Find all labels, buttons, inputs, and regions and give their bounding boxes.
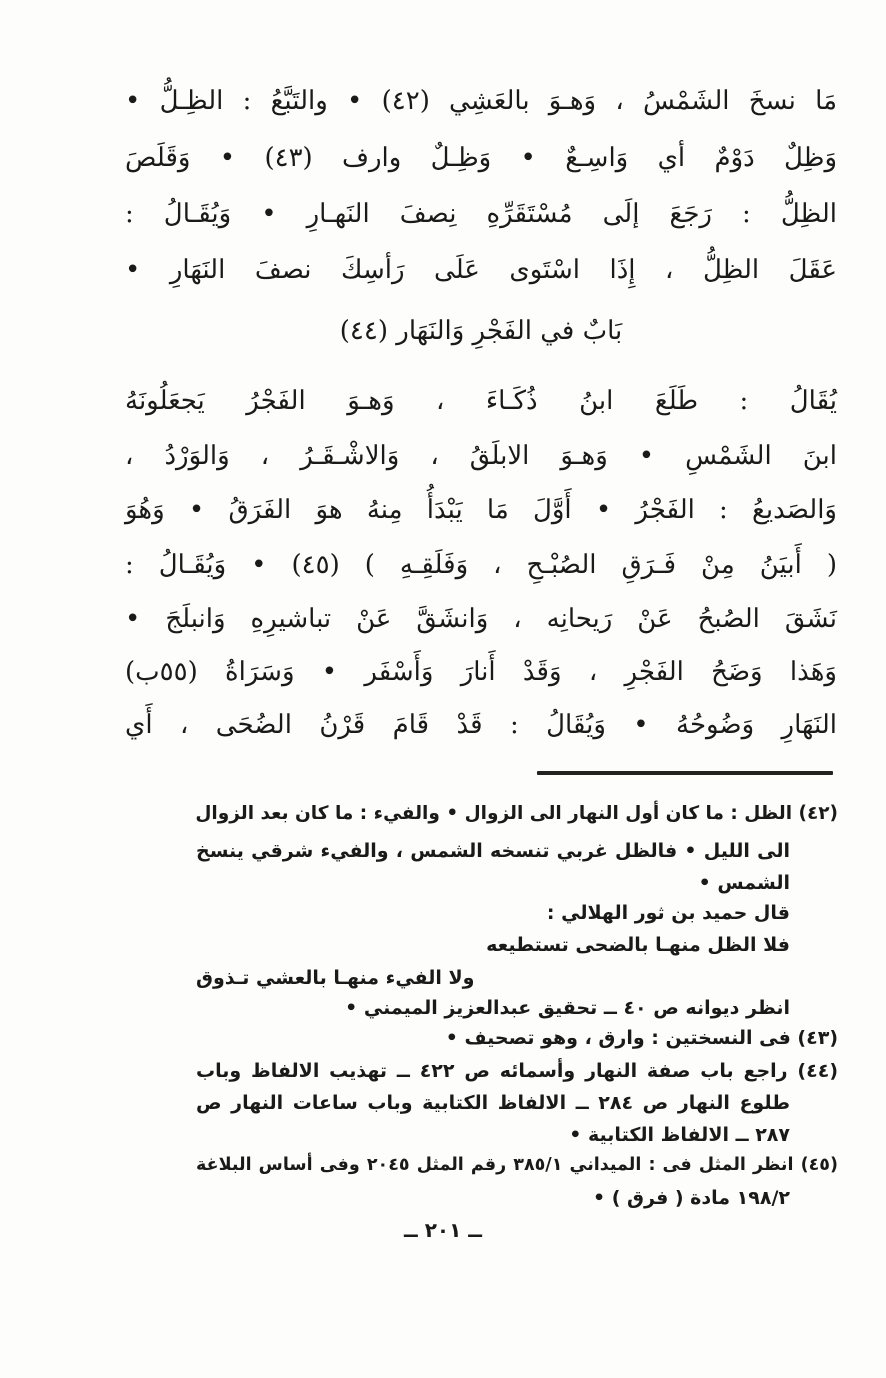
- body-line-10: وَهَذا وَضَحُ الفَجْرِ ، وَقَدْ أَنارَ وَأَسْفَر • وَسَرَاةُ (٥٥ب): [125, 657, 837, 687]
- footnote-42-line-3: الشمس •: [698, 872, 790, 894]
- body-line-6: ابنَ الشَمْسِ • وَهـوَ الابلَقُ ، وَالاشْـقَـرُ ، وَالوَرْدُ ،: [125, 441, 837, 471]
- body-line-11: النَهَارِ وَضُوحُهُ • وَيُقَالُ : قَدْ قَامَ قَرْنُ الضُحَى ، أَي: [125, 710, 837, 740]
- body-line-1: مَا نسخَ الشَمْسُ ، وَهـوَ بالعَشِي (٤٢) • والتَبَّعُ : الظِـلُّ •: [125, 86, 837, 116]
- footnote-43: (٤٣) فى النسختين : وارق ، وهو تصحيف •: [445, 1027, 838, 1049]
- body-line-4: عَقَلَ الظِلُّ ، إِذَا اسْتَوى عَلَى رَأسِكَ نصفَ النَهَارِ •: [125, 255, 837, 285]
- footnote-44-line-3: ٢٨٧ ــ الالفاظ الكتابية •: [569, 1124, 790, 1146]
- body-line-5: يُقَالُ : طَلَعَ ابنُ ذُكَـاءَ ، وَهـوَ الفَجْرُ يَجعَلُونَهُ: [125, 386, 837, 416]
- footnote-42-line-1: (٤٢) الظل : ما كان أول النهار الى الزوال • والفيء : ما كان بعد الزوال: [195, 803, 838, 824]
- footnote-42-verse-2: ولا الفيء منهـا بالعشي تـذوق: [196, 967, 475, 989]
- footnote-42-verse-1: فلا الظل منهـا بالضحى تستطيعه: [486, 934, 790, 956]
- body-line-7: وَالصَديعُ : الفَجْرُ • أَوَّلَ مَا يَبْدَأُ مِنهُ هوَ الفَرَقُ • وَهُوَ: [125, 495, 837, 525]
- page-number: ــ ٢٠١ ــ: [404, 1218, 482, 1242]
- footnote-44-line-1: (٤٤) راجع باب صفة النهار وأسمائه ص ٤٢٢ ــ تهذيب الالفاظ وباب: [196, 1060, 838, 1082]
- footnote-42-line-2: الى الليل • فالظل غربي تنسخه الشمس ، والفيء شرقي ينسخ: [196, 840, 790, 862]
- footnote-45-line-2: ١٩٨/٢ مادة ( فرق ) •: [592, 1187, 790, 1209]
- footnote-42-line-4: قال حميد بن ثور الهلالي :: [546, 902, 790, 924]
- footnote-42-line-7: انظر ديوانه ص ٤٠ ــ تحقيق عبدالعزيز الميمني •: [345, 997, 790, 1019]
- body-line-9: نَشَقَ الصُبحُ عَنْ رَيحانِه ، وَانشَقَّ عَنْ تباشيرِهِ وَانبلَجَ •: [125, 604, 837, 634]
- body-line-3: الظِلُّ : رَجَعَ إلَى مُسْتَقَرِّهِ نِصفَ النَهـارِ • وَيُقَـالُ :: [125, 199, 837, 229]
- footnote-separator: [537, 771, 833, 775]
- footnote-44-line-2: طلوع النهار ص ٢٨٤ ــ الالفاظ الكتابية وباب ساعات النهار ص: [196, 1092, 790, 1114]
- footnote-45-line-1: (٤٥) انظر المثل فى : الميداني ٣٨٥/١ رقم المثل ٢٠٤٥ وفى أساس البلاغة: [196, 1155, 838, 1175]
- body-line-2: وَظِلٌ دَوْمٌ أي وَاسِـعٌ • وَظِـلٌ وارف (٤٣) • وَقَلَصَ: [125, 143, 837, 173]
- section-heading: بَابٌ في الفَجْرِ وَالنَهَار (٤٤): [339, 316, 623, 346]
- body-line-8: ( أَبيَنُ مِنْ فَـرَقِ الصُبْـحِ ، وَفَلَقِـهِ ) (٤٥) • وَيُقَـالُ :: [125, 550, 837, 580]
